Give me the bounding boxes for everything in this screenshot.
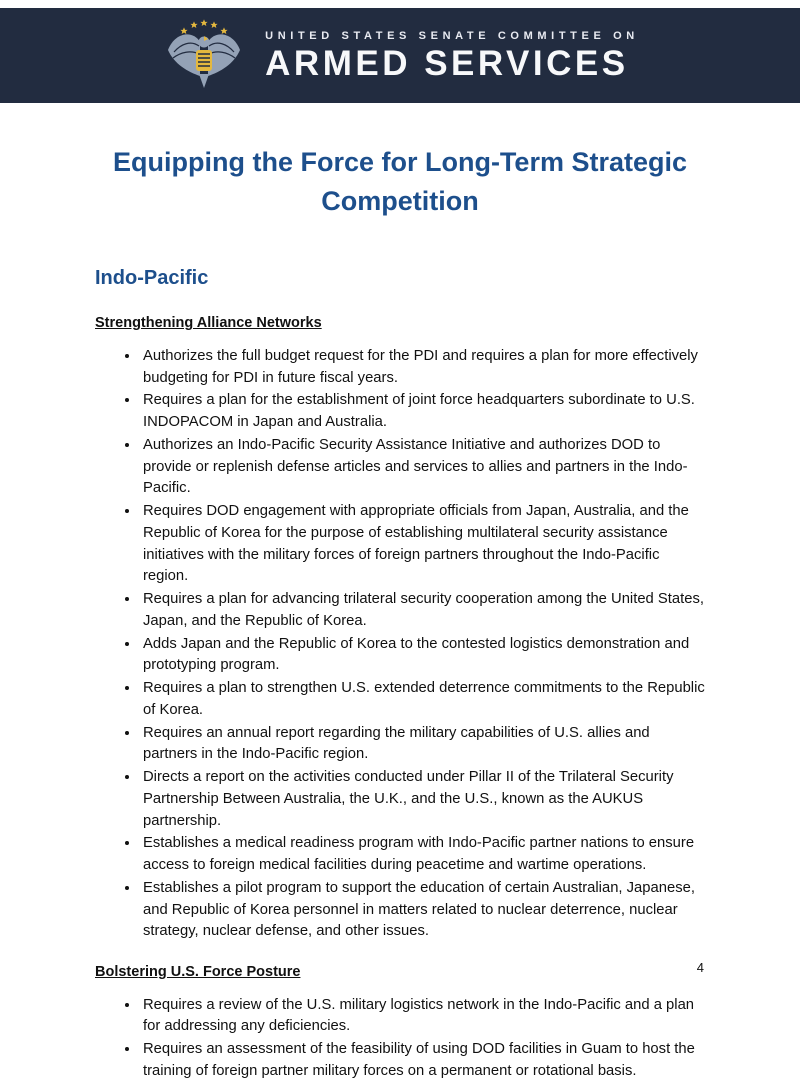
- bullet-list: [95, 346, 705, 943]
- bullet-list: [95, 995, 705, 1083]
- page-title: Equipping the Force for Long-Term Strategic Competition: [112, 147, 687, 217]
- sub-heading: Bolstering U.S. Force Posture: [95, 964, 301, 981]
- section-strengthening-alliance-networks: [95, 315, 705, 943]
- document-content: [0, 267, 800, 1082]
- bullet-item: • Requires a review of the U.S. military logistics network in the Indo-Pacific and a plan for addressing any deficiencies.: [140, 995, 705, 1039]
- bullet-item: • Requires an annual report regarding the military capabilities of U.S. allies and partners in the Indo-Pacific region.: [140, 723, 705, 767]
- section-bolstering-force-posture: [95, 964, 705, 1083]
- bullet-item: • Establishes a medical readiness program with Indo-Pacific partner nations to ensure access to foreign medical facilities during peacetime and wartime operations.: [140, 833, 705, 877]
- page-number: 4: [696, 960, 704, 975]
- bullet-item: • Authorizes an Indo-Pacific Security Assistance Initiative and authorizes DOD to provide or replenish defense articles and services to allies and partners in the Indo-Pacific.: [140, 435, 705, 500]
- bullet-item: • Requires a plan for advancing trilateral security cooperation among the United States, Japan, and the Republic of Korea.: [140, 589, 705, 633]
- banner-title: ARMED SERVICES: [265, 44, 629, 83]
- section-heading-indo-pacific: Indo-Pacific: [95, 267, 209, 290]
- eagle-crest-icon: [161, 18, 247, 94]
- bullet-item: • Requires an assessment of the feasibility of using DOD facilities in Guam to host the training of foreign partner military forces on a permanent or rotational basis.: [140, 1039, 705, 1083]
- bullet-item: • Requires a plan to strengthen U.S. extended deterrence commitments to the Republic of Korea.: [140, 678, 705, 722]
- bullet-item: • Directs a report on the activities conducted under Pillar II of the Trilateral Security Partnership Between Australia, the U.K., and the U.S., known as the AUKUS partnership.: [140, 767, 705, 832]
- sub-heading: Strengthening Alliance Networks: [95, 315, 322, 332]
- bullet-item: • Requires DOD engagement with appropriate officials from Japan, Australia, and the Republic of Korea for the purpose of establishing multilateral security assistance initiatives with the military forces of foreign partners throughout the Indo-Pacific region.: [140, 501, 705, 588]
- bullet-item: • Authorizes the full budget request for the PDI and requires a plan for more effectively budgeting for PDI in future fiscal years.: [140, 346, 705, 390]
- banner-inner: [161, 18, 639, 94]
- banner-text: [265, 30, 639, 81]
- bullet-item: • Requires a plan for the establishment of joint force headquarters subordinate to U.S. INDOPACOM in Japan and Australia.: [140, 390, 705, 434]
- committee-banner: [0, 8, 800, 103]
- bullet-item: • Adds Japan and the Republic of Korea to the contested logistics demonstration and prototyping program.: [140, 634, 705, 678]
- bullet-item: • Establishes a pilot program to support the education of certain Australian, Japanese, and Republic of Korea personnel in matters related to nuclear deterrence, nuclear strategy, nuclear defense, and other issues.: [140, 878, 705, 943]
- banner-eyebrow: UNITED STATES SENATE COMMITTEE ON: [265, 30, 639, 42]
